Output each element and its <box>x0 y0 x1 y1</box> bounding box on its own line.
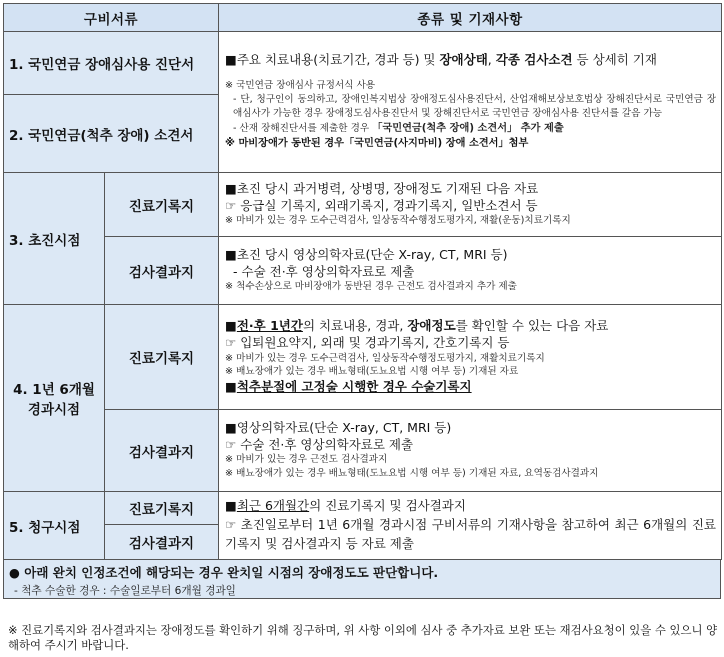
first-visit-tests: ■초진 당시 영상의학자료(단순 X-ray, CT, MRI 등) - 수술 전·후 영상의학자료로 제출 ※ 척수손상으로 마비장애가 동반된 경우 근전도 검사결과지 추가 제출 <box>219 237 722 305</box>
category-18-months: 4. 1년 6개월 경과시점 <box>4 305 105 492</box>
doc-item-opinion: 2. 국민연금(척추 장애) 소견서 <box>4 95 219 173</box>
document-sheet <box>3 3 721 599</box>
sub-test-results-3: 검사결과지 <box>105 525 219 560</box>
sub-medical-records: 진료기록지 <box>105 173 219 237</box>
table-row <box>4 173 722 237</box>
sub-test-results-2: 검사결과지 <box>105 410 219 492</box>
table-row <box>4 305 722 410</box>
header-documents: 구비서류 <box>4 4 219 32</box>
sub-medical-records-3: 진료기록지 <box>105 492 219 525</box>
cure-notice: ● 아래 완치 인정조건에 해당되는 경우 완치일 시점의 장애정도도 판단합니다. - 척추 수술한 경우 : 수술일로부터 6개월 경과일 <box>3 560 721 599</box>
note-exception: - 단, 청구인이 동의하고, 장애인복지법상 장애정도심사용진단서, 산업재해보상보호법상 장해진단서로 국민연금 장애심사가 가능한 경우 장애정도심사용진단서 및 장해진단서로 국민연금 장애심사용 진단서를 갈음 가능 <box>233 94 717 120</box>
sub-test-results: 검사결과지 <box>105 237 219 305</box>
table-row <box>4 32 722 95</box>
table-row <box>4 492 722 525</box>
first-visit-records: ■초진 당시 과거병력, 상병명, 장애정도 기재된 다음 자료 ☞ 응급실 기록지, 외래기록지, 경과기록지, 일반소견서 등 ※ 마비가 있는 경우 도수근력검사, 일상동작수행정도평가지, 재활(운동)치료기록지 <box>219 173 722 237</box>
table-header-row <box>4 4 722 32</box>
table-row <box>4 410 722 492</box>
header-details: 종류 및 기재사항 <box>219 4 722 32</box>
eighteen-month-tests: ■영상의학자료(단순 X-ray, CT, MRI 등) ☞ 수술 전·후 영상의학자료로 제출 ※ 마비가 있는 경우 근전도 검사결과지 ※ 배뇨장애가 있는 경우 배뇨형태(도뇨요법 시행 여부 등) 기재된 자료, 요역동검사결과지 <box>219 410 722 492</box>
note-paralysis: ※ 마비장애가 동반된 경우「국민연금(사지마비) 장애 소견서」첨부 <box>225 138 529 150</box>
note-industrial: - 산재 장해진단서를 제출한 경우 「국민연금(척추 장애) 소견서」 추가 제출 <box>233 123 564 134</box>
doc-item-diagnosis: 1. 국민연금 장애심사용 진단서 <box>4 32 219 95</box>
note-form: ※ 국민연금 장애심사 규정서식 사용 <box>225 80 375 92</box>
eighteen-month-records: ■전·후 1년간의 치료내용, 경과, 장애정도를 확인할 수 있는 다음 자료 ☞ 입퇴원요약지, 외래 및 경과기록지, 간호기록지 등 ※ 마비가 있는 경우 도수근력검사, 일상동작수행정도평가지, 재활치료기록지 ※ 배뇨장애가 있는 경우 배뇨형태(도뇨요법 시행 여부 등) 기재된 자료 ■척추분절에 고정술 시행한 경우 수술기록지 <box>219 305 722 410</box>
detail-main-line: ■주요 치료내용(치료기간, 경과 등) 및 장애상태, 각종 검사소견 등 상세히 기재 <box>225 52 657 68</box>
claim-details: ■최근 6개월간의 진료기록지 및 검사결과지 ☞ 초진일로부터 1년 6개월 경과시점 구비서류의 기재사항을 참고하여 최근 6개월의 진료기록지 및 검사결과지 등 자료 제출 <box>219 492 722 560</box>
required-documents-table <box>3 3 722 560</box>
footer-note: ※ 진료기록지와 검사결과지는 장애정도를 확인하기 위해 징구하며, 위 사항 이외에 심사 중 추가자료 보완 또는 재검사요청이 있을 수 있으니 양해하여 주시기 바랍니다. <box>8 623 718 653</box>
doc-details-1-2 <box>219 32 722 173</box>
category-claim: 5. 청구시점 <box>4 492 105 560</box>
sub-medical-records-2: 진료기록지 <box>105 305 219 410</box>
table-row <box>4 237 722 305</box>
category-first-visit: 3. 초진시점 <box>4 173 105 305</box>
